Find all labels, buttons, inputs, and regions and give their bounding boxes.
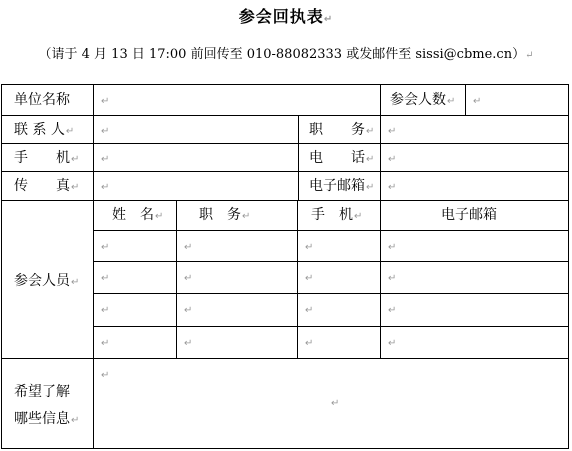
table-border bbox=[93, 261, 569, 262]
table-border bbox=[568, 84, 569, 449]
info-label-line1: 希望了解 bbox=[14, 384, 70, 400]
table-border bbox=[380, 84, 381, 116]
position-label: 职 务↵ bbox=[309, 122, 375, 138]
paragraph-mark-icon: ↵ bbox=[305, 305, 314, 316]
attendee-count-label: 参会人数↵ bbox=[390, 92, 456, 108]
paragraph-mark-icon: ↵ bbox=[331, 398, 340, 409]
table-border bbox=[176, 200, 177, 359]
paragraph-mark-icon: ↵ bbox=[101, 305, 110, 316]
table-border bbox=[1, 358, 569, 359]
fax-label: 传 真↵ bbox=[14, 178, 80, 194]
title-text: 参会回执表 bbox=[238, 7, 324, 26]
paragraph-mark-icon: ↵ bbox=[305, 273, 314, 284]
table-border bbox=[1, 448, 569, 449]
paragraph-mark-icon: ↵ bbox=[184, 305, 193, 316]
paragraph-mark-icon: ↵ bbox=[101, 154, 110, 165]
table-border bbox=[1, 84, 2, 449]
email-label: 电子邮箱↵ bbox=[309, 178, 375, 194]
table-border bbox=[297, 200, 298, 359]
table-border bbox=[1, 115, 569, 116]
paragraph-mark-icon: ↵ bbox=[388, 273, 397, 284]
paragraph-mark-icon: ↵ bbox=[184, 338, 193, 349]
table-border bbox=[93, 84, 94, 449]
paragraph-mark-icon: ↵ bbox=[388, 154, 397, 165]
attendee-header-mobile: 手 机↵ bbox=[311, 207, 363, 223]
paragraph-mark-icon: ↵ bbox=[101, 370, 110, 381]
paragraph-mark-icon: ↵ bbox=[305, 242, 314, 253]
paragraph-mark-icon: ↵ bbox=[101, 126, 110, 137]
table-border bbox=[93, 326, 569, 327]
phone-label: 电 话↵ bbox=[309, 150, 375, 166]
paragraph-mark-icon: ↵ bbox=[323, 14, 334, 25]
mobile-label: 手 机↵ bbox=[14, 150, 80, 166]
table-border bbox=[380, 200, 381, 359]
paragraph-mark-icon: ↵ bbox=[388, 242, 397, 253]
table-border bbox=[380, 115, 381, 201]
unit-name-label: 单位名称 bbox=[14, 92, 70, 108]
info-label-line2: 哪些信息↵ bbox=[14, 411, 80, 427]
subtitle-text: （请于 4 月 13 日 17:00 前回传至 010-88082333 或发邮件至 sissi@cbme.cn） bbox=[38, 47, 526, 62]
paragraph-mark-icon: ↵ bbox=[388, 182, 397, 193]
paragraph-mark-icon: ↵ bbox=[388, 305, 397, 316]
paragraph-mark-icon: ↵ bbox=[184, 273, 193, 284]
attendee-header-email: 电子邮箱 bbox=[441, 207, 497, 223]
table-border bbox=[1, 200, 569, 201]
paragraph-mark-icon: ↵ bbox=[101, 273, 110, 284]
table-border bbox=[1, 143, 569, 144]
paragraph-mark-icon: ↵ bbox=[101, 338, 110, 349]
contact-label: 联 系 人↵ bbox=[14, 122, 75, 138]
table-border bbox=[93, 293, 569, 294]
paragraph-mark-icon: ↵ bbox=[388, 338, 397, 349]
attendee-header-name: 姓 名↵ bbox=[112, 207, 164, 223]
table-border bbox=[298, 115, 299, 201]
table-border bbox=[465, 84, 466, 116]
table-border bbox=[93, 230, 569, 231]
paragraph-mark-icon: ↵ bbox=[305, 338, 314, 349]
paragraph-mark-icon: ↵ bbox=[101, 96, 110, 107]
attendees-label: 参会人员↵ bbox=[14, 273, 80, 289]
table-border bbox=[1, 171, 569, 172]
paragraph-mark-icon: ↵ bbox=[388, 126, 397, 137]
paragraph-mark-icon: ↵ bbox=[101, 182, 110, 193]
table-border bbox=[1, 84, 569, 85]
paragraph-mark-icon: ↵ bbox=[184, 242, 193, 253]
paragraph-mark-icon: ↵ bbox=[101, 242, 110, 253]
paragraph-mark-icon: ↵ bbox=[473, 96, 482, 107]
attendee-header-position: 职 务↵ bbox=[199, 207, 251, 223]
paragraph-mark-icon: ↵ bbox=[525, 50, 534, 61]
